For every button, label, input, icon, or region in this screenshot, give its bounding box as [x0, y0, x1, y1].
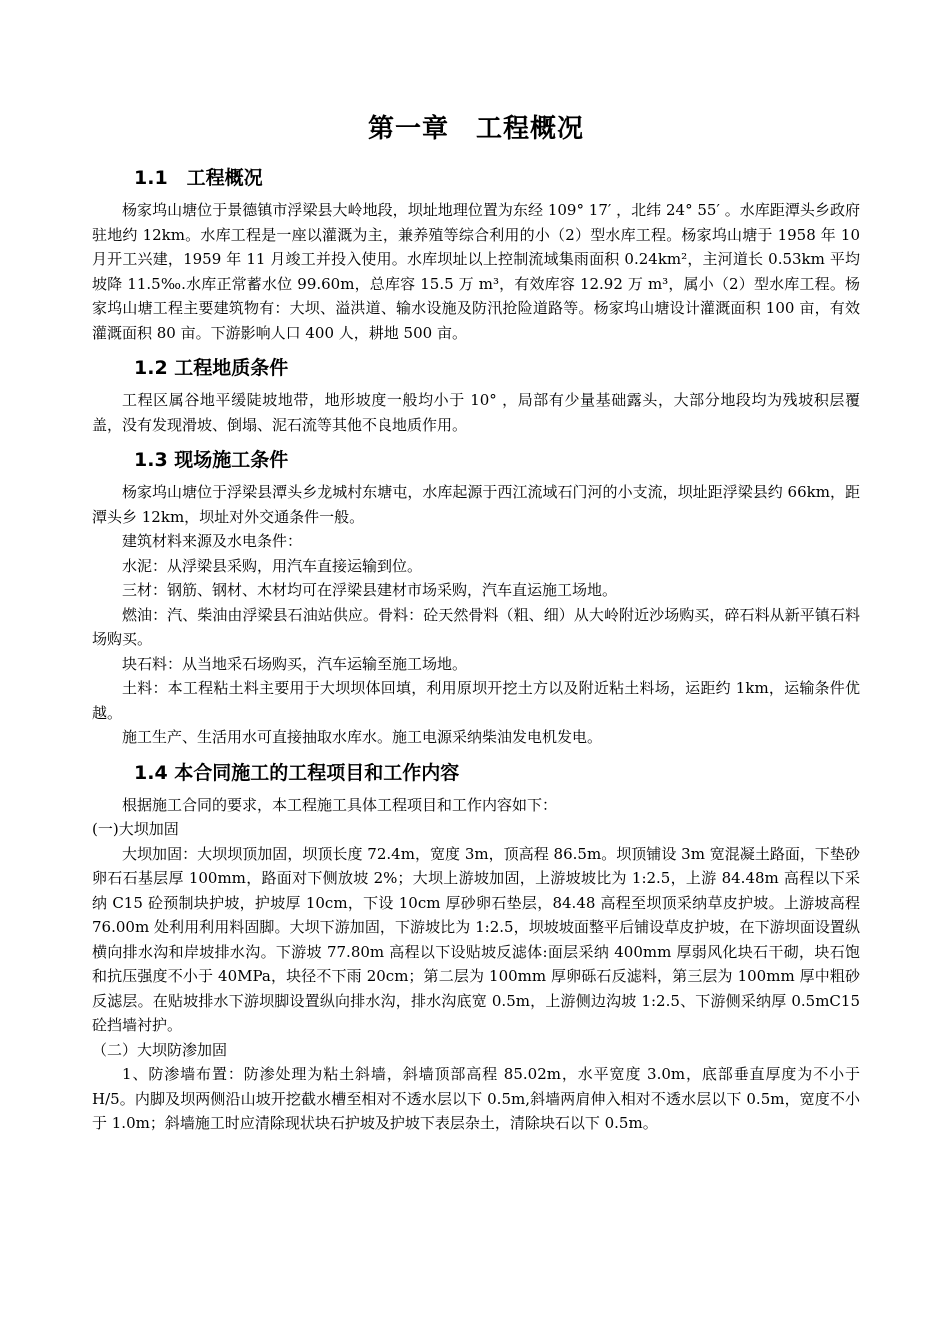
document-page [92, 108, 860, 1136]
section-1-4-intro: 根据施工合同的要求，本工程施工具体工程项目和工作内容如下： [122, 795, 558, 814]
subsection-dam-reinforcement-paragraph: 大坝加固：大坝坝顶加固，坝顶长度 72.4m，宽度 3m，顶高程 86.5m。坝顶铺设 3m 宽混凝土路面，下垫砂卵石石基层厚 100mm，路面对下侧放坡 2%；大坝上游坡加固，上游坡坡比为 1:2.5，上游 84.48m 高程以下采纳 C15 砼预制块护坡，护坡厚 10cm，下设 10cm 厚砂卵石垫层，84.48 高程至坝顶采纳草皮护坡。上游坡高程 76.00m 处利用利用料固脚。大坝下游加固，下游坡比为 1:2.5，坝坡坡面整平后铺设草皮护坡，在下游坝面设置纵横向排水沟和岸坡排水沟。下游坡 77.80m 高程以下设贴坡反滤体:面层采纳 400mm 厚弱风化块石干砌，块石饱和抗压强度不小于 40MPa，块径不下雨 20cm；第二层为 100mm 厚卵砾石反滤料，第三层为 100mm 厚中粗砂反滤层。在贴坡排水下游坝脚设置纵向排水沟，排水沟底宽 0.5m，上游侧边沟坡 1:2.5、下游侧采纳厚 0.5mC15 砼挡墙衬护。 [92, 844, 860, 1034]
section-1-2-paragraph: 工程区属谷地平缓陡坡地带，地形坡度一般均小于 10° ，局部有少量基础露头，大部分地段均为残坡积层覆盖，没有发现滑坡、倒塌、泥石流等其他不良地质作用。 [92, 391, 860, 434]
chapter-title: 第一章 工程概况 [367, 114, 584, 144]
section-title-1-1: 1.1 工程概况 [134, 167, 263, 189]
section-title-1-3: 1.3 现场施工条件 [134, 449, 289, 471]
section-1-1-paragraph: 杨家坞山塘位于景德镇市浮梁县大岭地段，坝址地理位置为东经 109° 17′ ，北纬 24° 55′ 。水库距潭头乡政府驻地约 12km。水库工程是一座以灌溉为主，兼养殖等综合利用的小（2）型水库工程。杨家坞山塘于 1958 年 10 月开工兴建，1959 年 11 月竣工并投入使用。水库坝址以上控制流域集雨面积 0.24km²，主河道长 0.53km 平均坡降 11.5‰.水库正常蓄水位 99.60m，总库容 15.5 万 m³，有效库容 12.92 万 m³，属小（2）型水库工程。杨家坞山塘工程主要建筑物有：大坝、溢洪道、输水设施及防汛抢险道路等。杨家坞山塘设计灌溉面积 100 亩，有效灌溉面积 80 亩。下游影响人口 400 人，耕地 500 亩。 [92, 201, 860, 342]
subsection-dam-reinforcement-heading: (一)大坝加固 [92, 820, 179, 838]
section-1-3-paragraph-rubble: 块石料：从当地采石场购买，汽车运输至施工场地。 [122, 654, 468, 673]
section-1-3-paragraph-materials-heading: 建筑材料来源及水电条件： [122, 532, 303, 550]
section-1-3-paragraph-water-power: 施工生产、生活用水可直接抽取水库水。施工电源采纳柴油发电机发电。 [122, 728, 603, 746]
section-title-1-4: 1.4 本合同施工的工程项目和工作内容 [134, 761, 460, 784]
subsection-dam-seepage-paragraph: 1、防渗墙布置：防渗处理为粘土斜墙，斜墙顶部高程 85.02m，水平宽度 3.0m，底部垂直厚度为不小于 H/5。内脚及坝两侧沿山坡开挖截水槽至相对不透水层以下 0.5m,斜墙两肩伸入相对不透水层以下 0.5m，宽度不小于 1.0m；斜墙施工时应清除现状块石护坡及护坡下表层杂土，清除块石以下 0.5m。 [92, 1065, 860, 1132]
section-1-3-paragraph-fuel-aggregate: 燃油：汽、柴油由浮梁县石油站供应。骨料：砼天然骨料（粗、细）从大岭附近沙场购买，碎石料从新平镇石料场购买。 [92, 605, 860, 648]
section-title-1-2: 1.2 工程地质条件 [134, 357, 289, 379]
section-1-3-paragraph-cement: 水泥：从浮梁县采购，用汽车直接运输到位。 [122, 556, 423, 575]
section-1-3-paragraph-steel-timber: 三材：钢筋、钢材、木材均可在浮梁县建材市场采购，汽车直运施工场地。 [122, 581, 618, 599]
section-1-3-paragraph-site: 杨家坞山塘位于浮梁县潭头乡龙城村东塘屯，水库起源于西江流域石门河的小支流，坝址距浮梁县约 66km，距潭头乡 12km，坝址对外交通条件一般。 [92, 483, 860, 526]
section-1-3-paragraph-earth: 土料：本工程粘土料主要用于大坝坝体回填，利用原坝开挖土方以及附近粘土料场，运距约 1km，运输条件优越。 [92, 679, 860, 722]
subsection-dam-seepage-heading: （二）大坝防渗加固 [92, 1040, 228, 1059]
